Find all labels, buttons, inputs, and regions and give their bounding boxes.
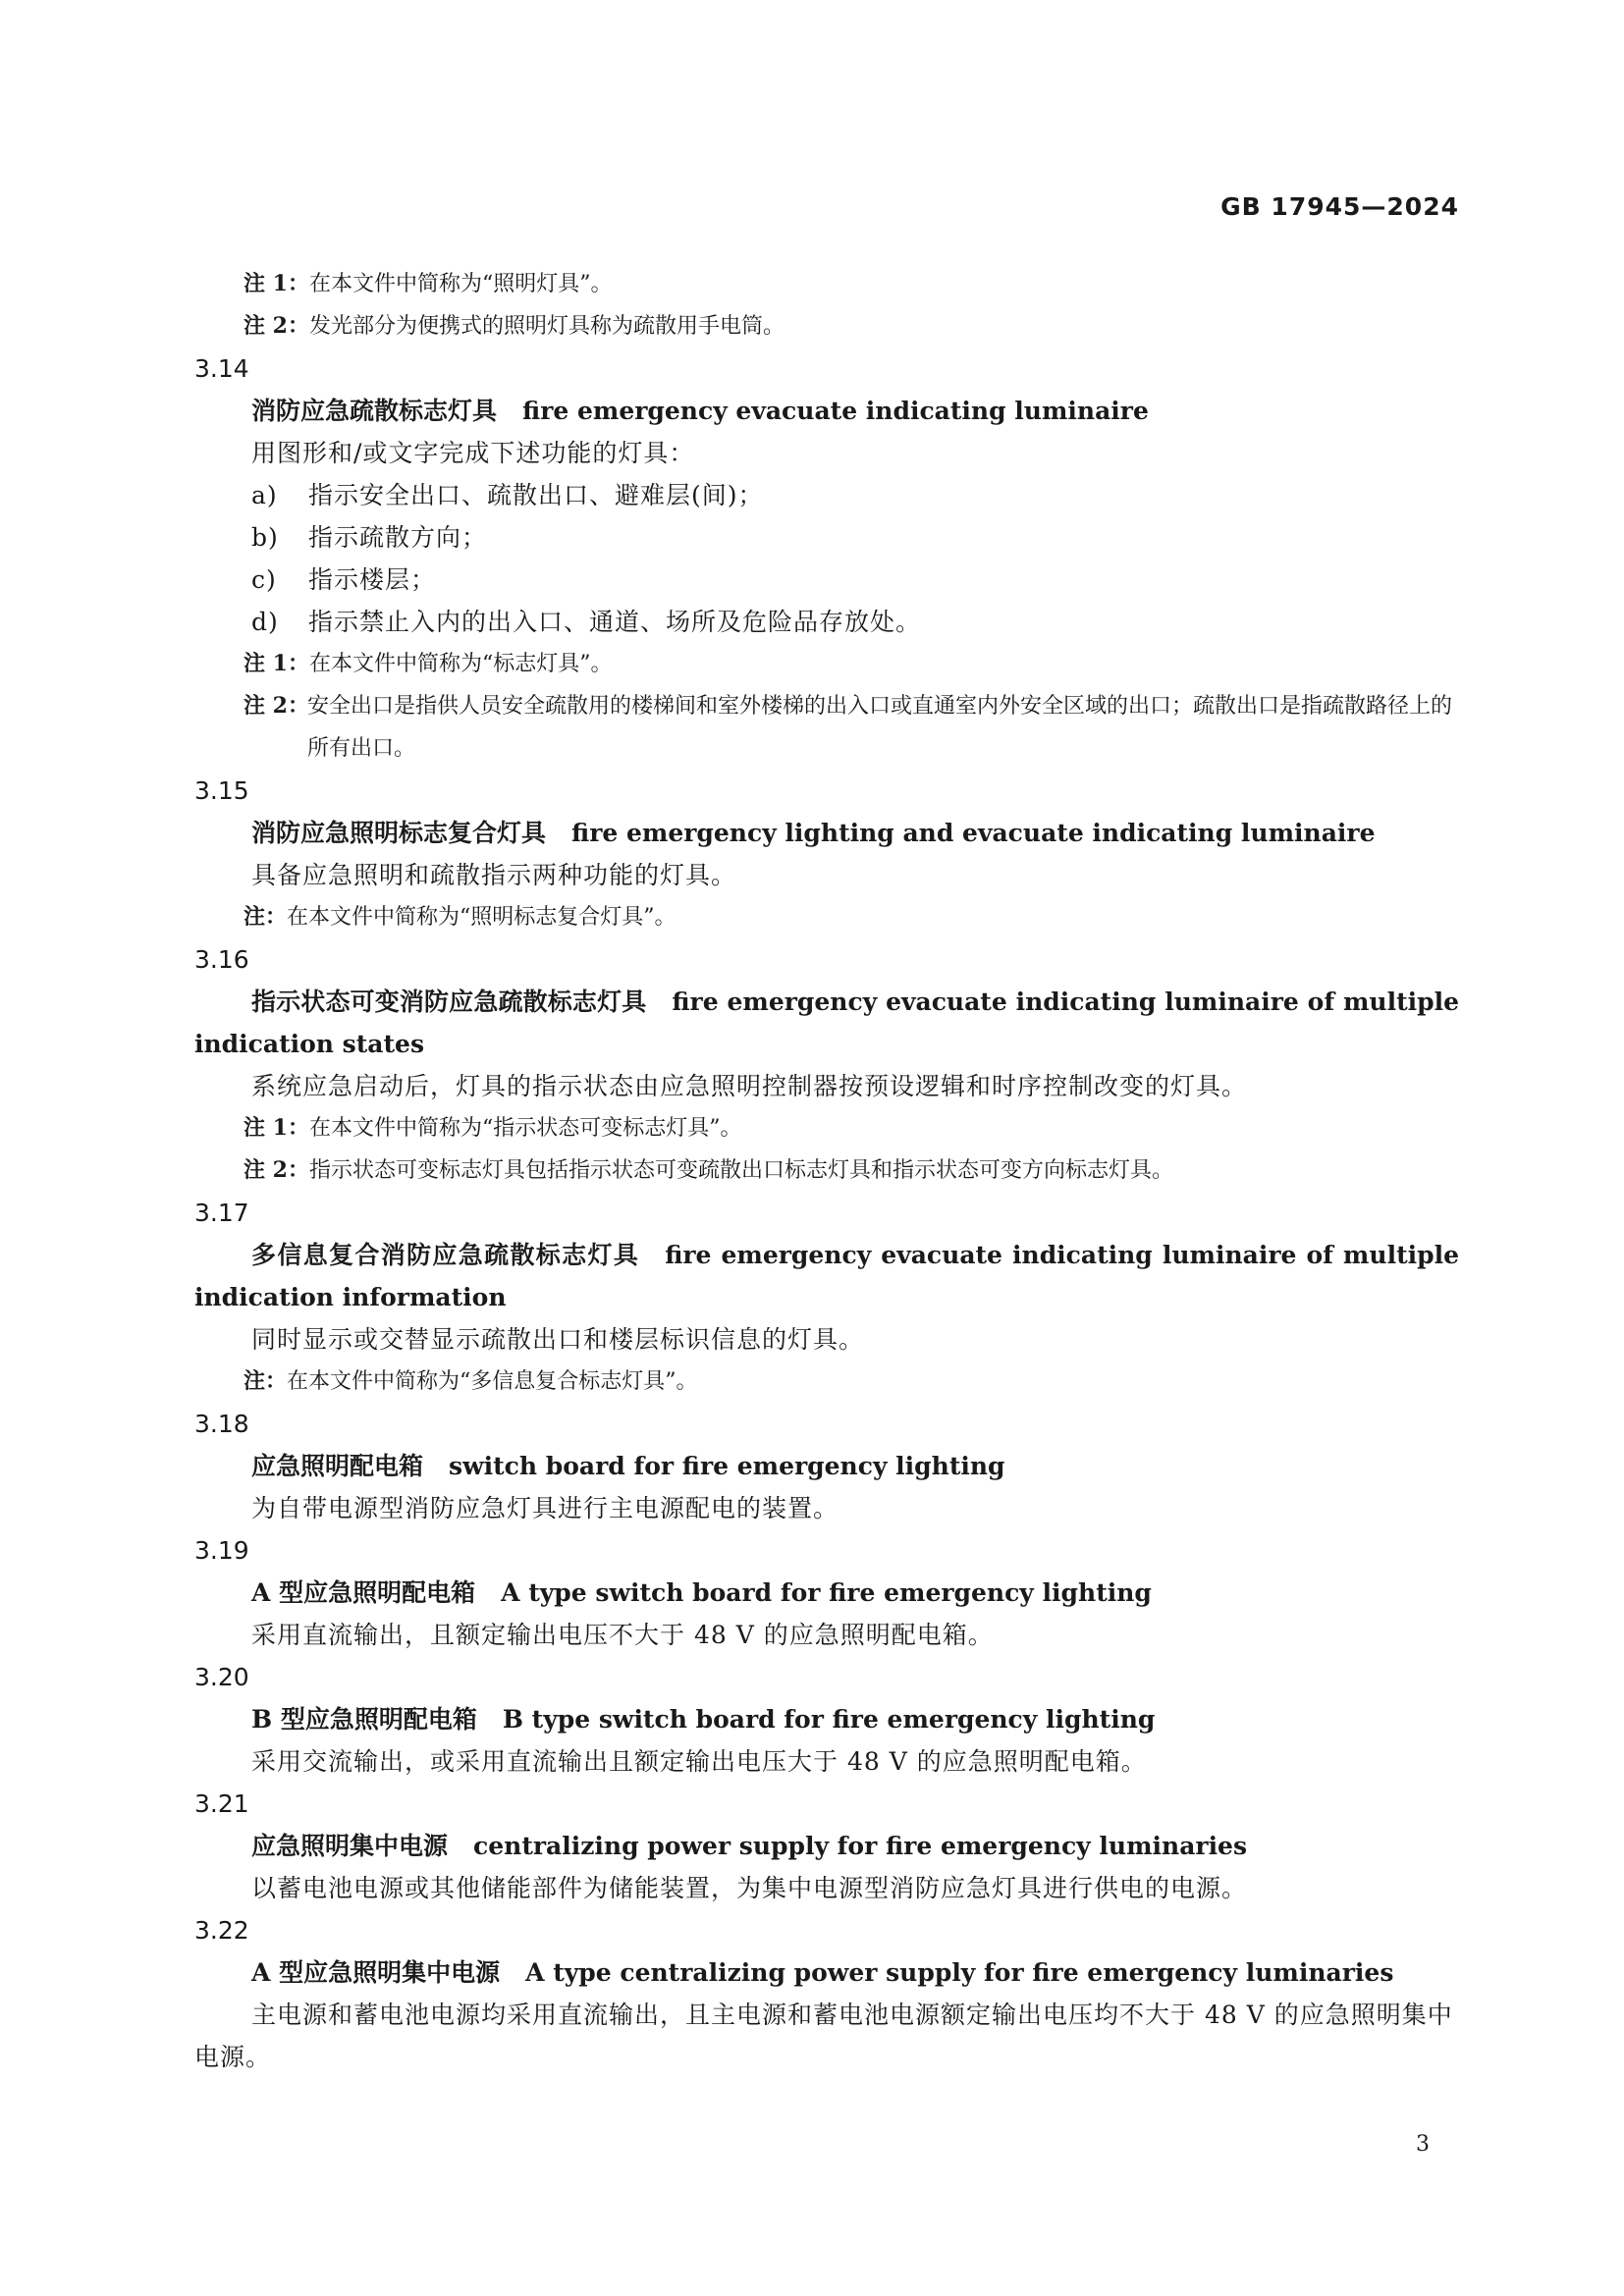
term-chinese: B 型应急照明配电箱 [251,1705,477,1734]
term-chinese: A 型应急照明集中电源 [251,1958,501,1987]
page-number: 3 [1416,2132,1430,2157]
term-heading [194,1234,1459,1318]
note-label: 注 1： [244,271,309,296]
term-chinese: 应急照明配电箱 [251,1452,424,1480]
note [194,685,1459,770]
term-heading [194,812,1459,854]
clause-number: 3.20 [194,1663,249,1691]
note-text: 在本文件中简称为“照明标志复合灯具”。 [287,905,677,930]
term-heading [194,390,1459,432]
clause-number: 3.19 [194,1536,249,1565]
document-body [194,263,1459,2078]
term-heading [194,1698,1459,1740]
clause-number: 3.17 [194,1199,249,1227]
note [194,643,1459,685]
note [194,896,1459,938]
clause-number: 3.21 [194,1789,249,1818]
note-label: 注 2： [244,1157,309,1183]
term-chinese: 指示状态可变消防应急疏散标志灯具 [251,988,647,1016]
term-heading [194,1572,1459,1614]
note-text: 安全出口是指供人员安全疏散用的楼梯间和室外楼梯的出入口或直通室内外安全区域的出口；疏散出口是指疏散路径上的所有出口。 [307,694,1453,761]
list-marker: b) [251,523,279,552]
definition: 采用直流输出，且额定输出电压不大于 48 V 的应急照明配电箱。 [251,1621,994,1649]
term-english: fire emergency evacuate indicating luminaire of multiple indication information [194,1241,1459,1311]
list-item [194,601,1459,643]
term-english: switch board for fire emergency lighting [449,1452,1005,1480]
definition: 以蓄电池电源或其他储能部件为储能装置，为集中电源型消防应急灯具进行供电的电源。 [251,1874,1248,1902]
list-marker: d) [251,608,279,636]
clause-number: 3.14 [194,354,249,383]
term-english: centralizing power supply for fire emergency luminaries [473,1832,1248,1860]
definition: 为自带电源型消防应急灯具进行主电源配电的装置。 [251,1494,839,1522]
definition: 采用交流输出，或采用直流输出且额定输出电压大于 48 V 的应急照明配电箱。 [251,1747,1147,1776]
clause-number: 3.16 [194,945,249,974]
list-item [194,516,1459,559]
list-text: 指示疏散方向； [308,523,488,552]
note [194,1107,1459,1149]
clause-number: 3.18 [194,1410,249,1438]
note [194,263,1459,305]
note-label: 注 1： [244,651,309,676]
term-chinese: A 型应急照明配电箱 [251,1578,476,1607]
list-item [194,474,1459,516]
note-text: 在本文件中简称为“多信息复合标志灯具”。 [287,1369,698,1394]
note-text: 指示状态可变标志灯具包括指示状态可变疏散出口标志灯具和指示状态可变方向标志灯具。 [308,1158,1173,1183]
note-text: 在本文件中简称为“照明灯具”。 [308,272,613,296]
term-heading [194,1951,1459,1994]
clause-number: 3.15 [194,776,249,805]
note-label: 注 1： [244,1115,309,1141]
definition: 同时显示或交替显示疏散出口和楼层标识信息的灯具。 [251,1325,865,1354]
term-english: fire emergency evacuate indicating luminaire [522,397,1149,425]
term-english: A type centralizing power supply for fire emergency luminaries [525,1958,1394,1987]
note-label: 注 2： [244,313,309,339]
list-item [194,559,1459,601]
term-english: fire emergency lighting and evacuate indicating luminaire [571,819,1376,847]
note-label: 注： [244,1368,288,1394]
term-chinese: 消防应急疏散标志灯具 [251,397,498,425]
term-heading [194,981,1459,1065]
note [194,1149,1459,1192]
definition: 具备应急照明和疏散指示两种功能的灯具。 [251,861,737,889]
term-heading [194,1445,1459,1487]
list-marker: c) [251,565,277,594]
definition: 主电源和蓄电池电源均采用直流输出，且主电源和蓄电池电源额定输出电压均不大于 48 V 的应急照明集中电源。 [194,2001,1453,2071]
term-chinese: 应急照明集中电源 [251,1832,449,1860]
term-chinese: 消防应急照明标志复合灯具 [251,819,547,847]
term-english: B type switch board for fire emergency lighting [502,1705,1156,1734]
note-label: 注 2： [244,693,309,719]
note-text: 在本文件中简称为“标志灯具”。 [308,652,613,676]
note-text: 在本文件中简称为“指示状态可变标志灯具”。 [308,1116,742,1141]
clause-number: 3.22 [194,1916,249,1945]
term-english: fire emergency evacuate indicating luminaire of multiple indication states [194,988,1459,1058]
note-label: 注： [244,904,288,930]
term-chinese: 多信息复合消防应急疏散标志灯具 [251,1241,640,1269]
note [194,305,1459,347]
definition: 系统应急启动后，灯具的指示状态由应急照明控制器按预设逻辑和时序控制改变的灯具。 [251,1072,1248,1100]
note [194,1361,1459,1403]
list-marker: a) [251,481,278,509]
note-text: 发光部分为便携式的照明灯具称为疏散用手电筒。 [308,314,785,339]
definition: 用图形和/或文字完成下述功能的灯具： [251,439,695,467]
list-text: 指示安全出口、疏散出口、避难层(间)； [308,481,764,509]
term-english: A type switch board for fire emergency lighting [501,1578,1152,1607]
list-text: 指示禁止入内的出入口、通道、场所及危险品存放处。 [308,608,922,636]
list-text: 指示楼层； [308,565,437,594]
term-heading [194,1825,1459,1867]
standard-code: GB 17945—2024 [1220,192,1459,221]
